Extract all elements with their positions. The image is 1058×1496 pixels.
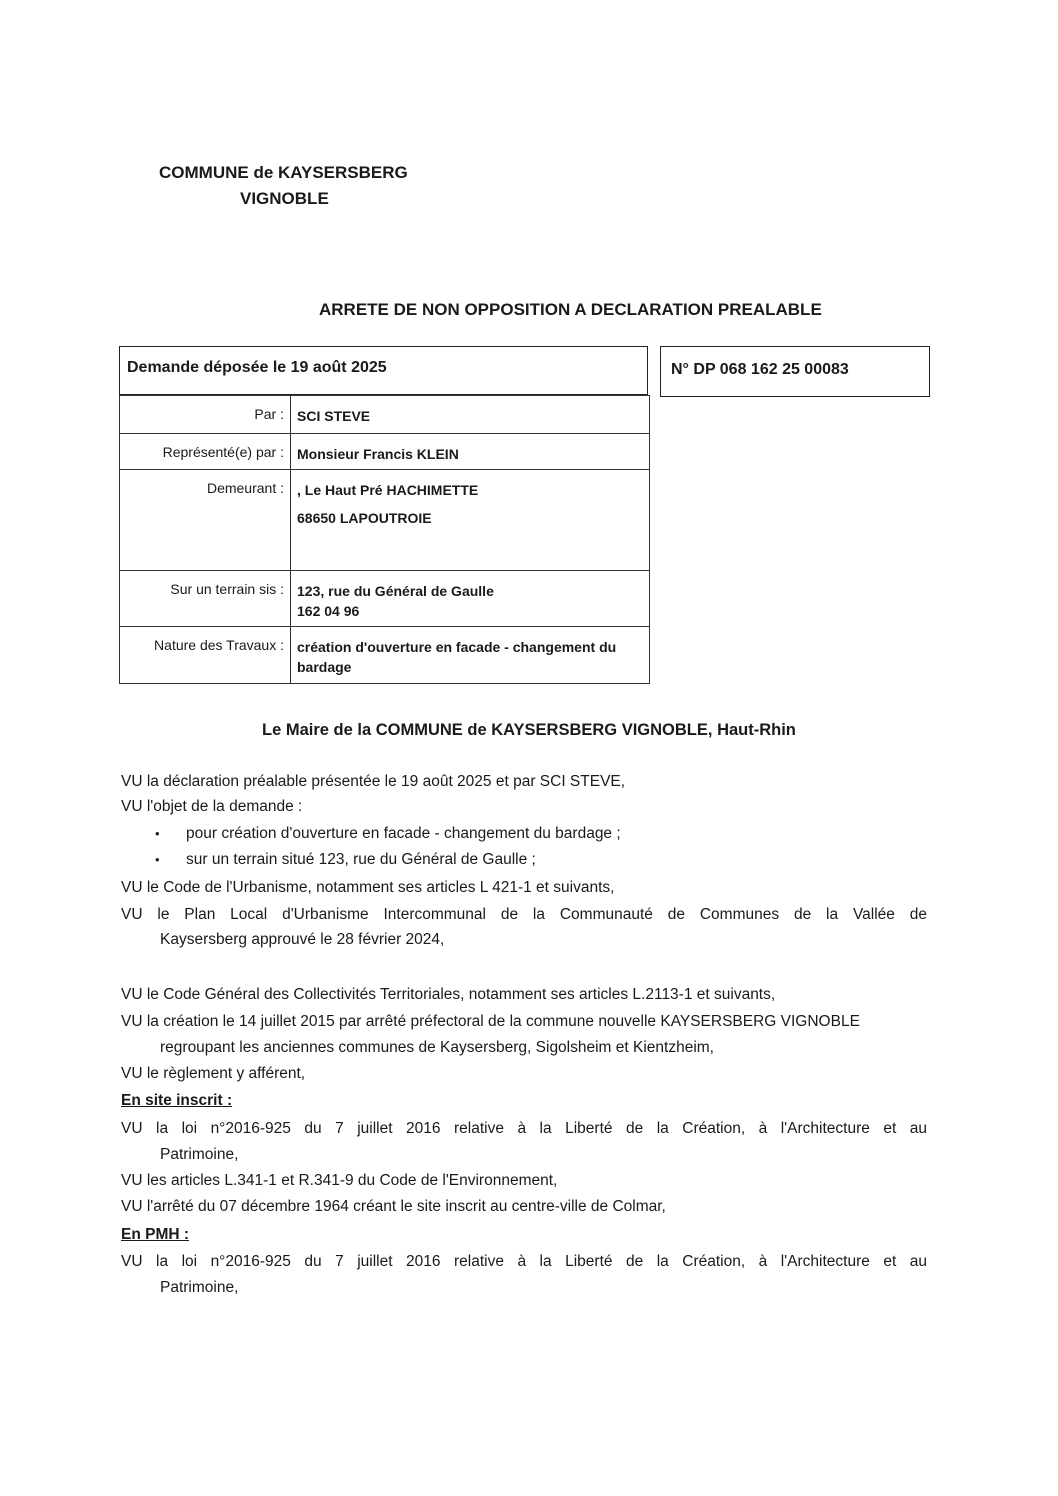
table-row xyxy=(120,571,650,627)
nature-line1: création d'ouverture en facade - changement du xyxy=(297,639,617,655)
visa-creation-commune-line2: regroupant les anciennes communes de Kaysersberg, Sigolsheim et Kientzheim, xyxy=(160,1039,714,1056)
demande-text: Demande déposée le 19 août 2025 xyxy=(127,359,387,376)
representant-value xyxy=(291,434,650,470)
demeurant-label: Demeurant : xyxy=(120,470,291,571)
table-row xyxy=(120,396,650,434)
representant-value-text: Monsieur Francis KLEIN xyxy=(297,446,459,462)
terrain-label: Sur un terrain sis : xyxy=(120,571,291,627)
visa-objet: VU l'objet de la demande : xyxy=(121,798,303,815)
section-site-inscrit: En site inscrit : xyxy=(121,1092,233,1109)
bullet-icon: • xyxy=(155,826,160,841)
visa-plu-line2: Kaysersberg approuvé le 28 février 2024, xyxy=(160,931,445,948)
objet-item-terrain: sur un terrain situé 123, rue du Général de Gaulle ; xyxy=(186,851,536,868)
terrain-value xyxy=(291,571,650,627)
visa-loi-2016-pmh-line2: Patrimoine, xyxy=(160,1279,239,1296)
demande-box xyxy=(119,346,648,395)
visa-loi-2016-line1: VU la loi n°2016-925 du 7 juillet 2016 relative à la Liberté de la Création, à l'Architecture et au xyxy=(121,1120,927,1137)
terrain-line2: 162 04 96 xyxy=(297,603,360,619)
dossier-number-box xyxy=(660,346,930,397)
bullet-icon: • xyxy=(155,852,160,867)
applicant-table xyxy=(119,395,650,684)
visa-loi-2016-line2: Patrimoine, xyxy=(160,1146,239,1163)
par-value-text: SCI STEVE xyxy=(297,408,371,424)
visa-creation-commune-line1: VU la création le 14 juillet 2015 par arrêté préfectoral de la commune nouvelle KAYSERSBERG VIGNOBLE xyxy=(121,1013,860,1030)
visa-code-environnement: VU les articles L.341-1 et R.341-9 du Code de l'Environnement, xyxy=(121,1172,558,1189)
document-title: ARRETE DE NON OPPOSITION A DECLARATION PREALABLE xyxy=(319,300,822,319)
demeurant-line2: 68650 LAPOUTROIE xyxy=(297,510,432,526)
commune-name-line2: VIGNOBLE xyxy=(240,189,329,208)
terrain-line1: 123, rue du Général de Gaulle xyxy=(297,583,494,599)
commune-name: COMMUNE de KAYSERSBERG xyxy=(159,163,408,182)
table-row xyxy=(120,434,650,470)
nature-label: Nature des Travaux : xyxy=(120,627,291,684)
demeurant-line1: , Le Haut Pré HACHIMETTE xyxy=(297,482,479,498)
visa-plu-line1: VU le Plan Local d'Urbanisme Intercommunal de la Communauté de Communes de la Vallée de xyxy=(121,906,927,923)
visa-reglement: VU le règlement y afférent, xyxy=(121,1065,306,1082)
visa-loi-2016-pmh-line1: VU la loi n°2016-925 du 7 juillet 2016 relative à la Liberté de la Création, à l'Architecture et au xyxy=(121,1253,927,1270)
objet-item-travaux: pour création d'ouverture en facade - changement du bardage ; xyxy=(186,825,621,842)
par-value xyxy=(291,396,650,434)
table-row xyxy=(120,627,650,684)
nature-line2: bardage xyxy=(297,659,352,675)
visa-declaration: VU la déclaration préalable présentée le 19 août 2025 et par SCI STEVE, xyxy=(121,773,626,790)
par-label: Par : xyxy=(120,396,291,434)
visa-arrete-1964: VU l'arrêté du 07 décembre 1964 créant le site inscrit au centre-ville de Colmar, xyxy=(121,1198,666,1215)
visa-code-urbanisme: VU le Code de l'Urbanisme, notamment ses articles L 421-1 et suivants, xyxy=(121,879,615,896)
section-pmh: En PMH : xyxy=(121,1226,190,1243)
dossier-number: N° DP 068 162 25 00083 xyxy=(671,361,849,378)
table-row xyxy=(120,470,650,571)
demeurant-value xyxy=(291,470,650,571)
representant-label: Représenté(e) par : xyxy=(120,434,291,470)
visa-cgct: VU le Code Général des Collectivités Territoriales, notamment ses articles L.2113-1 et suivants, xyxy=(121,986,776,1003)
maire-heading: Le Maire de la COMMUNE de KAYSERSBERG VIGNOBLE, Haut-Rhin xyxy=(262,721,796,739)
nature-value xyxy=(291,627,650,684)
